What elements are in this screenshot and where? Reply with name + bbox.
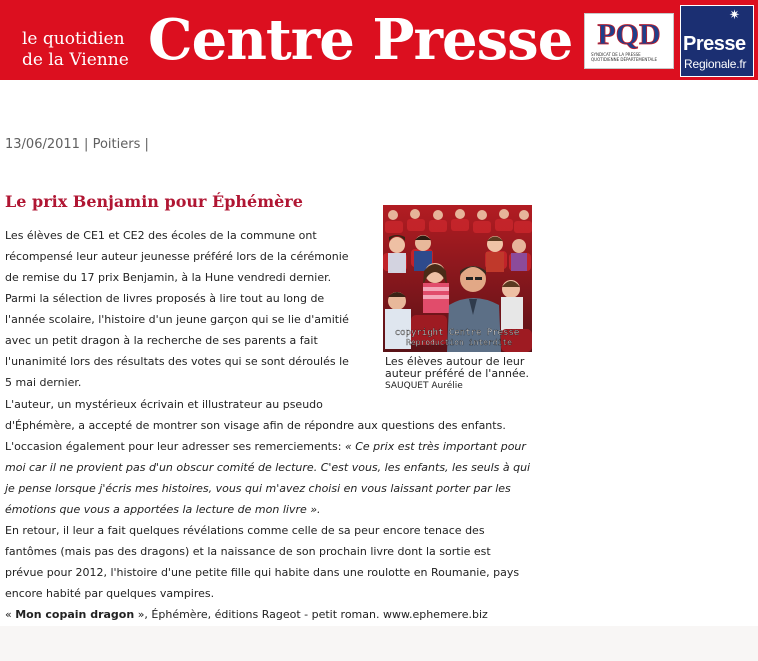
quote-start: « Ce prix est très important pour: [344, 440, 526, 453]
book-quote-open: «: [5, 608, 16, 621]
quote-line: émotions que vous a apportées la lecture de mon livre ».: [5, 503, 321, 516]
star-icon: ✷: [729, 8, 740, 23]
quote-intro-text: L'occasion également pour leur adresser ses remerciements:: [5, 440, 345, 453]
body-line: d'Éphémère, a accepté de montrer son visage afin de répondre aux questions des enfants.: [5, 419, 506, 432]
photo-credit: SAUQUET Aurélie: [385, 381, 463, 391]
tagline-line-2: de la Vienne: [22, 50, 129, 70]
body-line: l'année scolaire, l'histoire d'un jeune garçon qui se lie d'amitié: [5, 313, 349, 326]
closing-line: prévue pour 2012, l'histoire d'une petite fille qui habite dans une roulotte en Roumanie, pays: [5, 566, 520, 579]
photo-watermark-line-2: Reproduction interdite: [406, 338, 512, 347]
body-line: 5 mai dernier.: [5, 376, 82, 389]
quote-intro-line: [5, 436, 526, 457]
article-title: Le prix Benjamin pour Éphémère: [5, 192, 303, 211]
article-photo[interactable]: [383, 205, 532, 352]
body-line: L'auteur, un mystérieux écrivain et illustrateur au pseudo: [5, 398, 323, 411]
footer-band: [0, 626, 758, 661]
closing-line: En retour, il leur a fait quelques révélations comme celle de sa peur encore tenace des: [5, 524, 485, 537]
pqd-letters-graphic: [593, 16, 665, 50]
audience-photo-graphic: [383, 205, 532, 352]
pqd-letters-text: PQD: [597, 18, 661, 50]
closing-line: encore habité par quelques vampires.: [5, 587, 215, 600]
presse-regionale-word: Presse: [683, 33, 746, 55]
closing-line: fantômes (mais pas des dragons) et la naissance de son prochain livre dont la sortie est: [5, 545, 491, 558]
presse-regionale-logo[interactable]: [680, 5, 754, 77]
book-details: », Éphémère, éditions Rageot - petit roman. www.ephemere.biz: [134, 608, 488, 621]
header-tagline: [22, 29, 142, 71]
tagline-line-1: le quotidien: [22, 29, 125, 49]
body-line: avec un petit dragon à la recherche de ses parents a fait: [5, 334, 318, 347]
book-reference-line: [5, 604, 488, 625]
site-header: [0, 0, 758, 80]
photo-watermark-line-1: copyright Centre Presse: [394, 328, 520, 338]
body-line: l'unanimité lors des résultats des votes qui se sont déroulés le: [5, 355, 349, 368]
article-date-location: 13/06/2011 | Poitiers |: [5, 137, 149, 152]
photo-caption: Les élèves autour de leur auteur préféré de l'année.: [385, 355, 530, 380]
presse-regionale-domain: Regionale.fr: [684, 57, 747, 71]
pqd-logo[interactable]: [584, 13, 674, 69]
body-line: Les élèves de CE1 et CE2 des écoles de la commune ont: [5, 229, 317, 242]
book-title: Mon copain dragon: [15, 608, 135, 621]
quote-line: moi car il ne provient pas d'un obscur comité de lecture. C'est vous, les enfants, les seuls à qui: [5, 461, 531, 474]
masthead-logo[interactable]: Centre Presse: [148, 7, 573, 73]
body-line: récompensé leur auteur jeunesse préféré lors de la cérémonie: [5, 250, 349, 263]
pqd-subtitle: SYNDICAT DE LA PRESSE QUOTIDIENNE DÉPARTEMENTALE: [591, 52, 657, 62]
body-line: de remise du 17 prix Benjamin, à la Hune vendredi dernier.: [5, 271, 332, 284]
body-line: Parmi la sélection de livres proposés à lire tout au long de: [5, 292, 325, 305]
quote-line: je pense lorsque j'écris mes histoires, vous qui m'avez choisi en vous laissant porter par les: [5, 482, 511, 495]
